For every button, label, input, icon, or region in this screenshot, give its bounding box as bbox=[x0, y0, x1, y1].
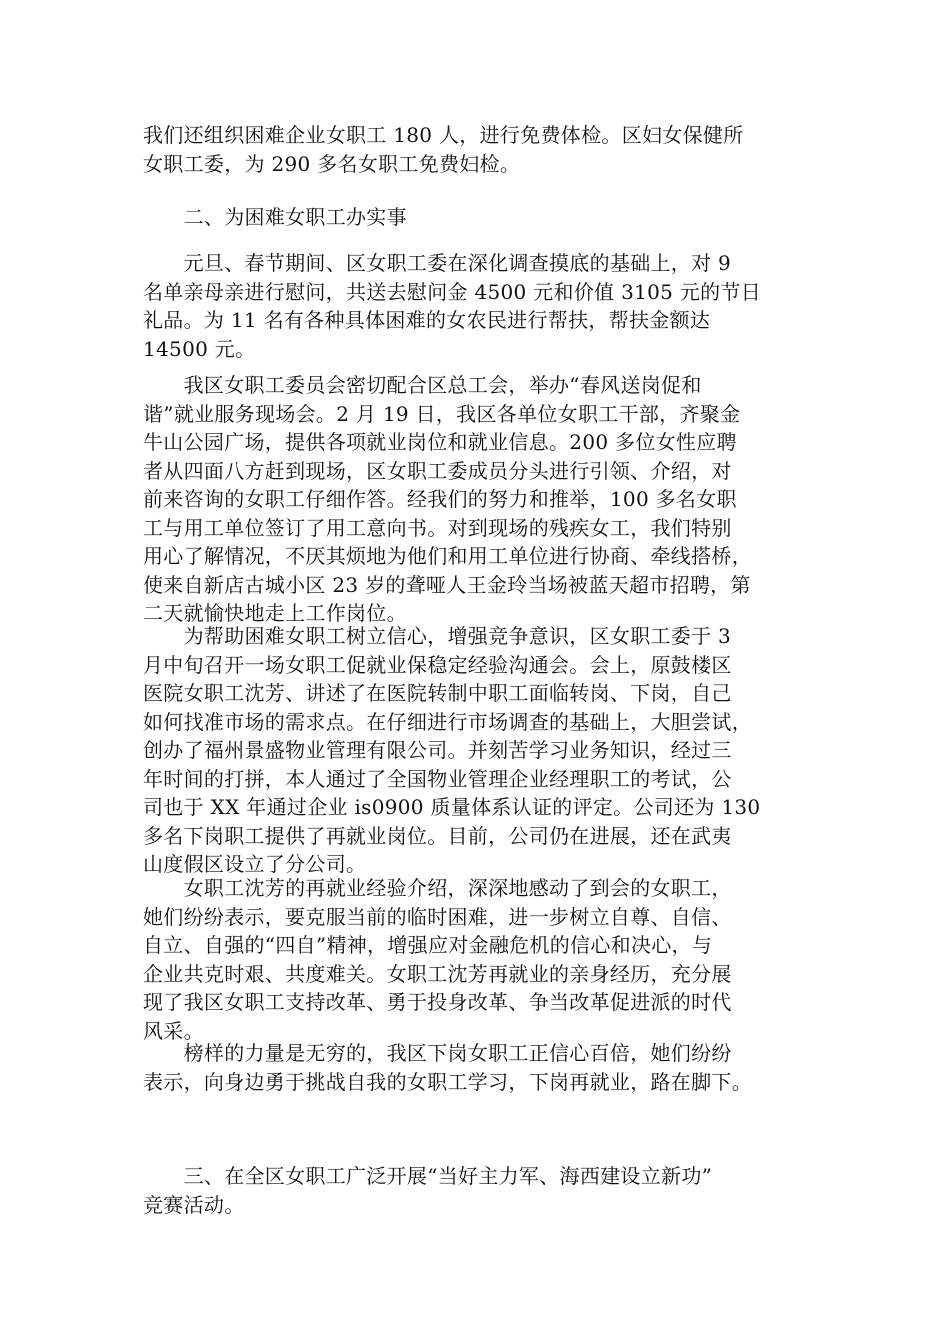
text-line: 竞赛活动。 bbox=[143, 1192, 245, 1217]
paragraph-new-year-aid bbox=[143, 249, 809, 363]
text-line: 工与用工单位签订了用工意向书。对到现场的残疾女工，我们特别 bbox=[143, 515, 732, 540]
text-line: 现了我区女职工支持改革、勇于投身改革、争当改革促进派的时代 bbox=[143, 990, 732, 1014]
text-line: 使来自新店古城小区 23 岁的聋哑人王金玲当场被蓝天超市招聘，第 bbox=[143, 572, 751, 597]
section-heading-2 bbox=[143, 203, 809, 232]
text-line: 我们还组织困难企业女职工 180 人，进行免费体检。区妇女保健所 bbox=[143, 123, 744, 147]
text-line: 榜样的力量是无穷的，我区下岗女职工正信心百倍，她们纷纷 bbox=[143, 1041, 732, 1065]
text-line: 如何找准市场的需求点。在仔细进行市场调查的基础上，大胆尝试， bbox=[143, 709, 752, 734]
paragraph-role-model bbox=[143, 1039, 809, 1096]
text-line: 医院女职工沈芳、讲述了在医院转制中职工面临转岗、下岗，自己 bbox=[143, 681, 732, 705]
text-line: 我区女职工委员会密切配合区总工会，举办“春风送岗促和 bbox=[143, 373, 702, 397]
text-line: 者从四面八方赶到现场，区女职工委成员分头进行引领、介绍，对 bbox=[143, 458, 732, 483]
text-line: 用心了解情况，不厌其烦地为他们和用工单位进行协商、牵线搭桥， bbox=[143, 544, 752, 568]
text-line: 为帮助困难女职工树立信心，增强竞争意识，区女职工委于 3 bbox=[143, 624, 732, 648]
text-line: 创办了福州景盛物业管理有限公司。并刻苦学习业务知识，经过三 bbox=[143, 738, 732, 762]
text-line: 表示，向身边勇于挑战自我的女职工学习，下岗再就业，路在脚下。 bbox=[143, 1069, 752, 1094]
text-line: 三、在全区女职工广泛开展“当好主力军、海西建设立新功” bbox=[143, 1164, 713, 1188]
text-line: 司也于 XX 年通过企业 is0900 质量体系认证的评定。公司还为 130 bbox=[143, 795, 761, 819]
text-line: 礼品。为 11 名有各种具体困难的女农民进行帮扶，帮扶金额达 bbox=[143, 308, 711, 332]
text-line: 名单亲母亲进行慰问，共送去慰问金 4500 元和价值 3105 元的节日 bbox=[143, 279, 762, 304]
text-line: 山度假区设立了分公司。 bbox=[143, 852, 367, 876]
text-line: 14500 元。 bbox=[143, 336, 256, 361]
paragraph-experience-meeting bbox=[143, 622, 809, 879]
paragraph-shen-fang-impact bbox=[143, 874, 809, 1045]
text-line: 元旦、春节期间、区女职工委在深化调查摸底的基础上，对 9 bbox=[143, 251, 732, 275]
text-line: 风采。 bbox=[143, 1018, 204, 1043]
section-heading-3 bbox=[143, 1162, 809, 1219]
text-line: 牛山公园广场，提供各项就业岗位和就业信息。200 多位女性应聘 bbox=[143, 430, 737, 454]
text-line: 女职工委，为 290 多名女职工免费妇检。 bbox=[143, 151, 521, 176]
text-line: 企业共克时艰、共度难关。女职工沈芳再就业的亲身经历，充分展 bbox=[143, 961, 732, 986]
text-line: 年时间的打拼，本人通过了全国物业管理企业经理职工的考试，公 bbox=[143, 766, 732, 791]
text-line: 谐”就业服务现场会。2 月 19 日，我区各单位女职工干部，齐聚金 bbox=[143, 401, 741, 426]
text-line: 月中旬召开一场女职工促就业保稳定经验沟通会。会上，原鼓楼区 bbox=[143, 652, 732, 677]
text-line: 二天就愉快地走上工作岗位。 bbox=[143, 601, 407, 625]
text-line: 前来咨询的女职工仔细作答。经我们的努力和推举，100 多名女职 bbox=[143, 487, 737, 511]
text-line: 她们纷纷表示，要克服当前的临时困难，进一步树立自尊、自信、 bbox=[143, 904, 732, 929]
text-line: 二、为困难女职工办实事 bbox=[143, 205, 407, 229]
paragraph-health-check bbox=[143, 121, 809, 178]
paragraph-job-fair bbox=[143, 371, 809, 628]
text-line: 自立、自强的“四自”精神，增强应对金融危机的信心和决心，与 bbox=[143, 933, 713, 957]
text-line: 多名下岗职工提供了再就业岗位。目前，公司仍在进展，还在武夷 bbox=[143, 823, 732, 848]
text-line: 女职工沈芳的再就业经验介绍，深深地感动了到会的女职工， bbox=[143, 876, 732, 900]
